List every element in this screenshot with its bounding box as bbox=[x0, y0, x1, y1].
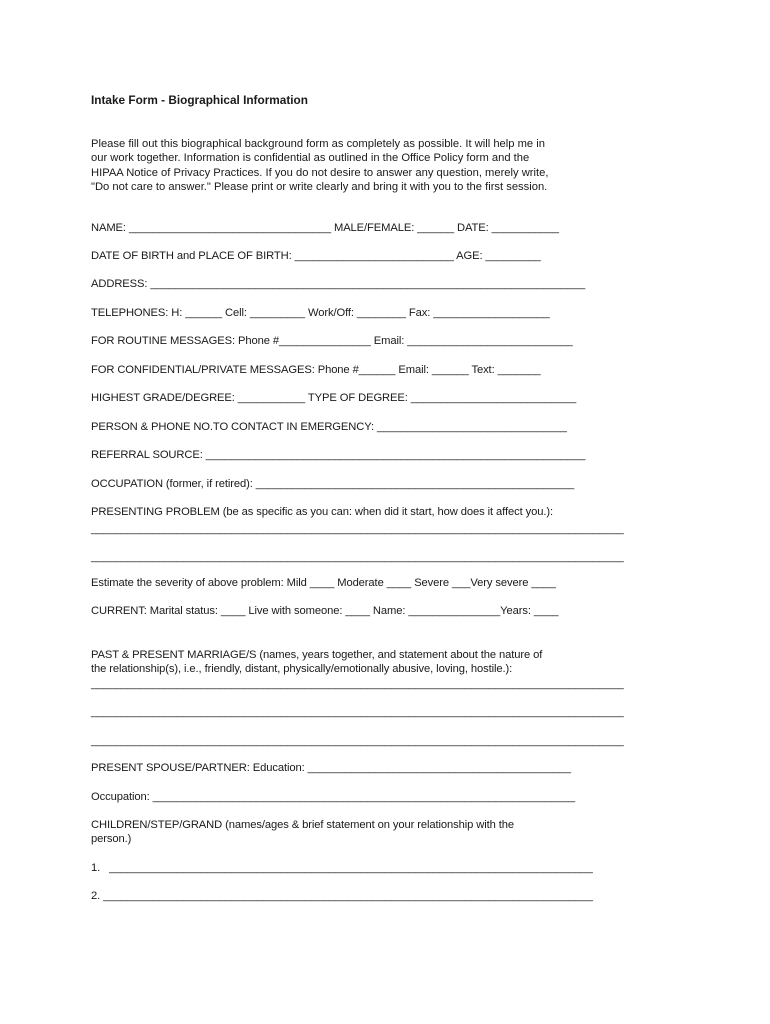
address-field[interactable]: ADDRESS: _______________________________________________________________________ bbox=[91, 278, 586, 290]
spouse-occupation-field[interactable]: Occupation: _____________________________________________________________________ bbox=[91, 791, 576, 803]
instructions-line: Please fill out this biographical background form as completely as possible. It will help me in bbox=[91, 138, 545, 150]
confidential-messages-field[interactable]: FOR CONFIDENTIAL/PRIVATE MESSAGES: Phone #______ Email: ______ Text: _______ bbox=[91, 364, 541, 376]
education-field[interactable]: HIGHEST GRADE/DEGREE: ___________ TYPE OF DEGREE: ___________________________ bbox=[91, 392, 577, 404]
marriages-line[interactable]: _______________________________________________________________________________________ bbox=[91, 735, 624, 747]
referral-source-field[interactable]: REFERRAL SOURCE: ______________________________________________________________ bbox=[91, 449, 586, 461]
children-label: person.) bbox=[91, 833, 132, 845]
marriages-line[interactable]: _______________________________________________________________________________________ bbox=[91, 678, 624, 690]
emergency-contact-field[interactable]: PERSON & PHONE NO.TO CONTACT IN EMERGENCY: _______________________________ bbox=[91, 421, 567, 433]
form-title: Intake Form - Biographical Information bbox=[91, 93, 308, 107]
marital-status-field[interactable]: CURRENT: Marital status: ____ Live with someone: ____ Name: _______________Years: ____ bbox=[91, 605, 559, 617]
presenting-problem-line[interactable]: _______________________________________________________________________________________ bbox=[91, 551, 624, 563]
instructions-line: "Do not care to answer." Please print or write clearly and bring it with you to the first session. bbox=[91, 181, 548, 194]
instructions-line: HIPAA Notice of Privacy Practices. If you do not desire to answer any question, merely write, bbox=[91, 166, 549, 179]
form-instructions bbox=[91, 137, 548, 195]
marriages-label: PAST & PRESENT MARRIAGE/S (names, years together, and statement about the nature of bbox=[91, 649, 543, 661]
spouse-education-field[interactable]: PRESENT SPOUSE/PARTNER: Education: ___________________________________________ bbox=[91, 762, 571, 774]
date-of-birth-field[interactable]: DATE OF BIRTH and PLACE OF BIRTH: __________________________ AGE: _________ bbox=[91, 250, 541, 262]
marriages-line[interactable]: _______________________________________________________________________________________ bbox=[91, 706, 624, 718]
name-field[interactable]: NAME: _________________________________ MALE/FEMALE: ______ DATE: ___________ bbox=[91, 222, 559, 234]
marriages-label: the relationship(s), i.e., friendly, distant, physically/emotionally abusive, loving, hostile.): bbox=[91, 663, 513, 675]
routine-messages-field[interactable]: FOR ROUTINE MESSAGES: Phone #_______________ Email: ___________________________ bbox=[91, 335, 573, 347]
severity-field[interactable]: Estimate the severity of above problem: Mild ____ Moderate ____ Severe ___Very severe ____ bbox=[91, 577, 556, 589]
child-entry-2[interactable]: 2. ________________________________________________________________________________ bbox=[91, 890, 593, 902]
presenting-problem-label: PRESENTING PROBLEM (be as specific as you can: when did it start, how does it affect you.): bbox=[91, 506, 554, 518]
telephones-field[interactable]: TELEPHONES: H: ______ Cell: _________ Work/Off: ________ Fax: ___________________ bbox=[91, 307, 550, 319]
occupation-field[interactable]: OCCUPATION (former, if retired): ____________________________________________________ bbox=[91, 478, 575, 490]
instructions-line: our work together. Information is confidential as outlined in the Office Policy form and the bbox=[91, 152, 530, 165]
child-entry-1[interactable]: 1. _______________________________________________________________________________ bbox=[91, 862, 593, 874]
presenting-problem-line[interactable]: _______________________________________________________________________________________ bbox=[91, 523, 624, 535]
children-label: CHILDREN/STEP/GRAND (names/ages & brief statement on your relationship with the bbox=[91, 819, 514, 831]
